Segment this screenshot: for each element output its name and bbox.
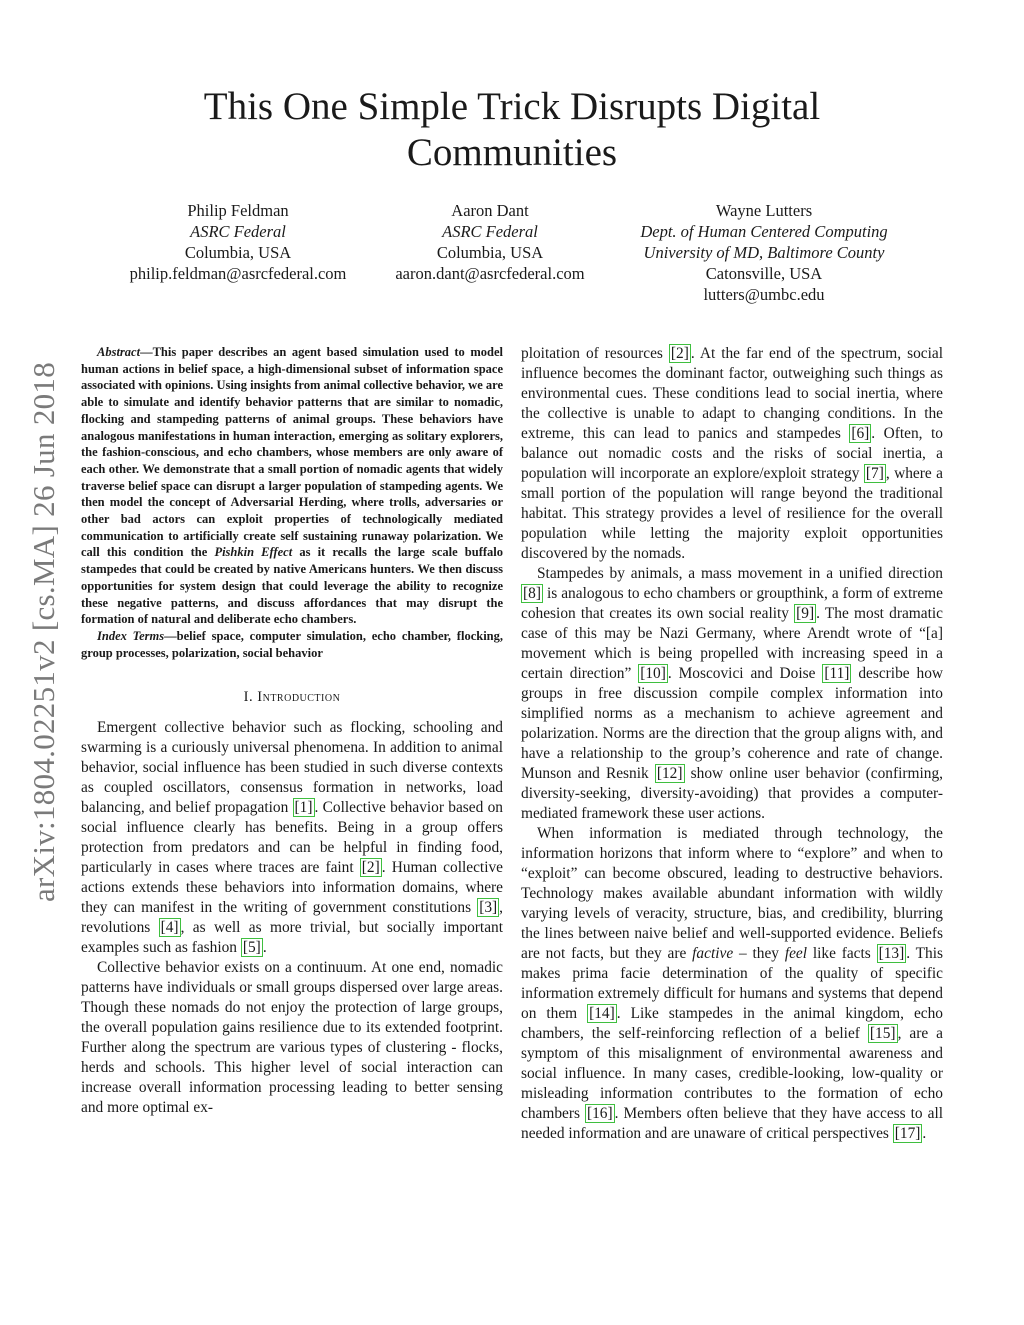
author-name: Philip Feldman	[187, 201, 289, 220]
citation-link[interactable]: [2]	[361, 859, 380, 877]
author-affiliation: ASRC Federal	[190, 222, 286, 241]
citation-link[interactable]: [12]	[656, 765, 683, 782]
author-email[interactable]: philip.feldman@asrcfederal.com	[129, 264, 347, 283]
author-location: Columbia, USA	[184, 243, 292, 262]
text-run: . Members often believe that they have access to all needed information and are unaware of critical perspectives	[521, 1105, 943, 1142]
paragraph	[521, 344, 943, 564]
author-email[interactable]: aaron.dant@asrcfederal.com	[395, 264, 585, 283]
citation-link[interactable]: [4]	[160, 919, 179, 937]
text-run: Emergent collective behavior such as flocking, schooling and swarming is a curiously universal phenomena. In addition to animal behavior, social influence has been studied in such diverse contexts as coupled oscillators, consensus formation in networks, load balancing, and belief propagation	[81, 719, 503, 817]
citation-link[interactable]: [13]	[878, 945, 905, 962]
citation-link[interactable]: [17]	[894, 1125, 921, 1142]
text-run: .	[922, 1125, 927, 1142]
citation-link[interactable]: [1]	[294, 799, 313, 817]
author-location: Catonsville, USA	[705, 264, 823, 283]
citation-link[interactable]: [15]	[869, 1025, 896, 1042]
author-affiliation-2: University of MD, Baltimore County	[643, 243, 885, 262]
right-column	[521, 344, 943, 1144]
section-heading	[81, 689, 503, 706]
text-run: .	[262, 939, 267, 957]
index-terms-text: —belief space, computer simulation, echo chamber, flocking, group processes, polarization, social behavior	[81, 628, 503, 660]
text-run: ploitation of resources	[521, 345, 669, 362]
arxiv-identifier: arXiv:1804.02251v2 [cs.MA] 26 Jun 2018	[26, 361, 61, 903]
citation-link[interactable]: [11]	[824, 665, 850, 682]
text-run: . Moscovici and Doise	[667, 665, 823, 682]
text-run: . At the far end of the spectrum, social influence becomes the dominant factor, outweighing such things as environmental cues. These conditions lead to social inertia, where the collective is unable to adapt to changing conditions. In the extreme, this can lead to panics and stampedes	[521, 345, 943, 442]
text-run: , revolutions	[81, 899, 503, 937]
author-affiliation: Dept. of Human Centered Computing	[640, 222, 888, 241]
author-location: Columbia, USA	[436, 243, 544, 262]
section-title: Introduction	[257, 689, 341, 706]
author-name: Aaron Dant	[451, 201, 529, 220]
text-run: – they	[733, 945, 785, 962]
text-run: Stampedes by animals, a mass movement in a unified direction	[537, 565, 943, 582]
emphasis: feel	[784, 945, 808, 962]
text-run: describe how groups in free discussion compile complex information into simplified norms as a mechanism to achieve agreement and polarization. Norms are the direction that the group aligns with, and have a relationship to the group’s coherence and rate of change. Munson and Resnik	[521, 665, 943, 782]
text-run: . Often, to balance out nomadic costs and the risks of social inertia, a population will incorporate an explore/exploit strategy	[521, 425, 944, 482]
text-run: is analogous to echo chambers or groupthink, a form of extreme cohesion that creates its own social reality	[521, 585, 943, 622]
author-name: Wayne Lutters	[715, 201, 813, 220]
citation-link[interactable]: [7]	[865, 465, 884, 482]
text-run: . Like stampedes in the animal kingdom, echo chambers, the self-reinforcing reflection of a belief	[521, 1005, 943, 1042]
author-affiliation: ASRC Federal	[442, 222, 538, 241]
text-run: . The most dramatic case of this may be Nazi Germany, where Arendt wrote of “[a] movement which is being propelled with increasing speed in a certain direction”	[521, 605, 943, 682]
author-block-1	[108, 200, 368, 284]
paragraph	[521, 824, 943, 1144]
section-number: I.	[243, 689, 254, 706]
author-email[interactable]: lutters@umbc.edu	[703, 285, 825, 304]
citation-link[interactable]: [8]	[523, 585, 541, 602]
abstract-emphasis: Pishkin Effect	[214, 545, 293, 560]
citation-link[interactable]: [6]	[851, 425, 870, 442]
author-block-3	[614, 200, 914, 305]
text-run: , where a small portion of the population will range beyond the traditional habitat. This strategy provides a level of resilience for the overall population while letting the majority exploit opportunities discovered by the nomads.	[521, 465, 943, 562]
citation-link[interactable]: [10]	[640, 665, 666, 682]
index-terms	[81, 628, 503, 661]
text-run: show online user behavior (confirming, diversity-seeking, diversity-avoiding) that provides a computer-mediated framework these user actions.	[521, 765, 943, 822]
text-run: , as well as more trivial, but socially important examples such as fashion	[81, 919, 503, 957]
citation-link[interactable]: [2]	[670, 345, 689, 362]
left-column	[81, 344, 503, 1118]
emphasis: factive	[692, 945, 734, 962]
text-run: , are a symptom of this misalignment of environmental awareness and social influence. In many cases, credible-looking, low-quality or misleading information contributes to the formation of echo chambers	[521, 1025, 944, 1122]
index-terms-label: Index Terms	[97, 628, 165, 643]
citation-link[interactable]: [5]	[242, 939, 261, 957]
citation-link[interactable]: [3]	[479, 899, 498, 917]
text-run: . Collective behavior based on social influence clearly has benefits. Being in a group offers protection from predators and can be helpful in finding food, particularly in cases where traces are faint	[81, 799, 503, 877]
text-run: When information is mediated through technology, the information horizons that inform where to “explore” and when to “exploit” can become obscured, leading to destructive behaviors. Technology makes available abundant information with wildly varying levels of veracity, structure, bias, and credibility, blurring the lines between naive belief and well-supported evidence. Beliefs are not facts, but they are	[521, 825, 943, 962]
citation-link[interactable]: [9]	[796, 605, 815, 622]
abstract	[81, 344, 503, 628]
text-run: like facts	[807, 945, 877, 962]
citation-link[interactable]: [16]	[586, 1105, 613, 1122]
text-run: . This makes prima facie determination of the quality of specific information extremely difficult for humans and systems that depend on them	[521, 945, 943, 1022]
author-block-2	[370, 200, 610, 284]
abstract-text-end: as it recalls the large scale buffalo stampedes that could be created by native Americans hunters. We then discuss opportunities for system design that could leverage the ability to recognize these negative patterns, and discuss affordances that may disrupt the formation of natural and deliberate echo chambers.	[81, 545, 503, 627]
paragraph	[521, 564, 943, 824]
text-run: . Human collective actions extends these behaviors into information domains, where they can manifest in the writing of government constitutions	[81, 859, 503, 917]
paper-title: This One Simple Trick Disrupts Digital Communities	[203, 85, 821, 174]
citation-link[interactable]: [14]	[589, 1005, 615, 1022]
abstract-text: —This paper describes an agent based simulation used to model human actions in belief space, a high-dimensional subset of information space associated with opinions. Using insights from animal collective behavior, we are able to simulate and identify behavior patterns that are similar to nomadic, flocking and stampeding patterns of animal groups. These behaviors have analogous manifestations in human interaction, emerging as solitary explorers, the fashion-conscious, and echo chambers, whose members are only aware of each other. We demonstrate that a small portion of nomadic agents that widely traverse belief space can disrupt a larger population of stampeding agents. We then model the concept of Adversarial Herding, where trolls, adversaries or other bad actors can exploit properties of technologically mediated communication to artificially create self sustaining runaway polarization. We call this condition the	[81, 345, 504, 560]
paragraph: Collective behavior exists on a continuum. At one end, nomadic patterns have individuals or small groups dispersed over large areas. Though these nomads do not enjoy the protection of large groups, the overall population gains resilience due to its extended footprint. Further along the spectrum are various types of clustering - flocks, herds and schools. This higher level of social interaction can increase overall information processing leading to better sensing and more optimal ex-	[81, 959, 503, 1117]
paragraph	[81, 718, 503, 958]
abstract-label: Abstract	[97, 345, 141, 359]
